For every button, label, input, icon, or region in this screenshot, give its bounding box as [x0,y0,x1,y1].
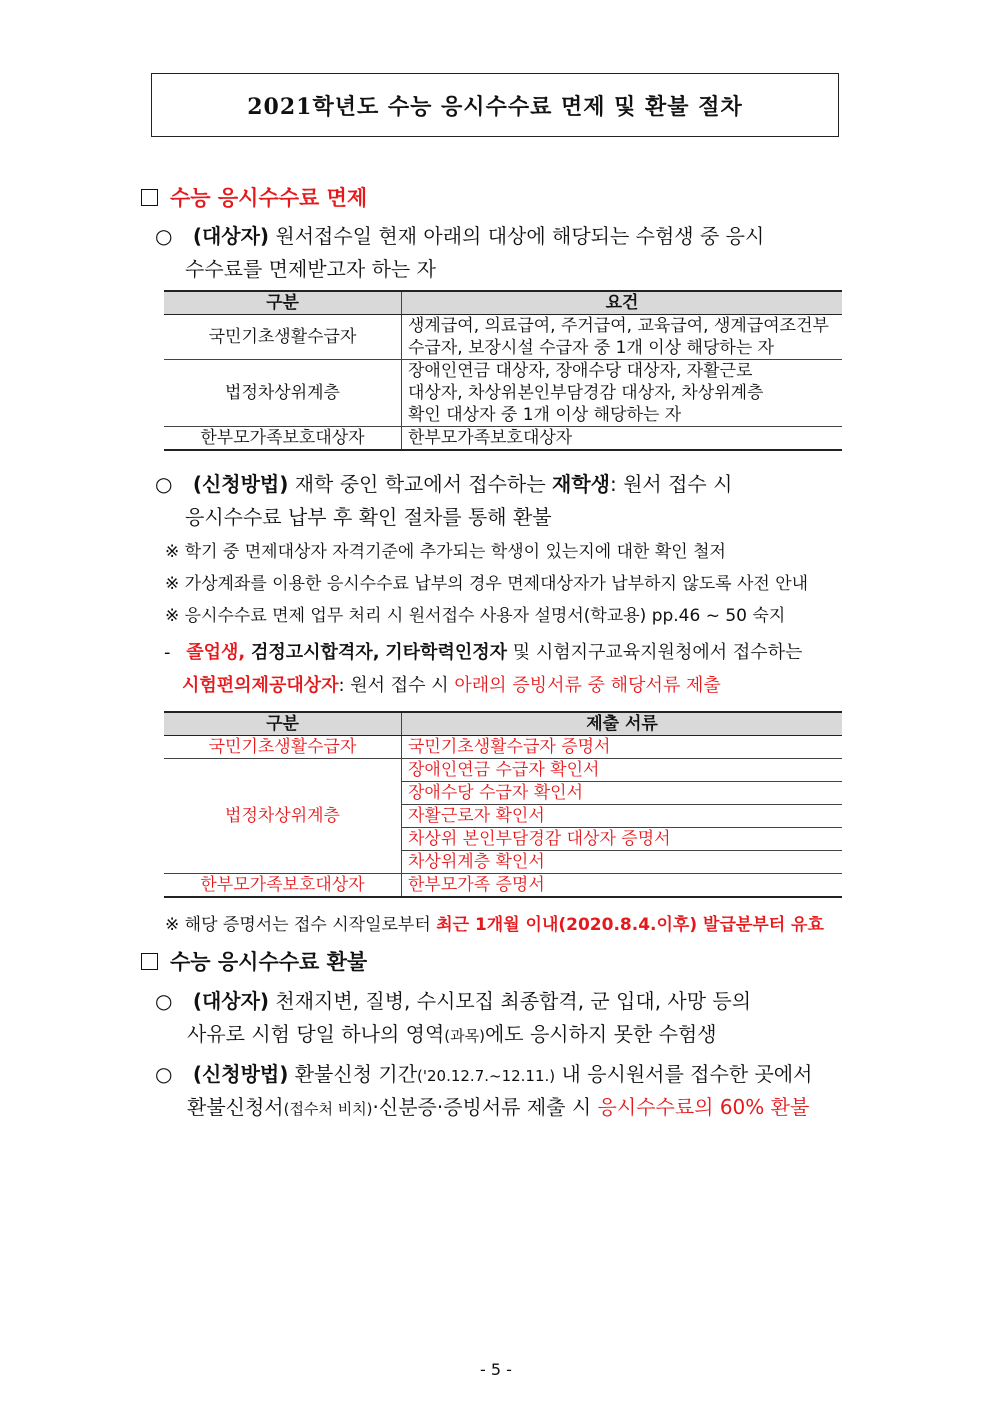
item-text: : 원서 접수 시 [609,472,733,496]
section-refund-heading [141,946,367,976]
item-text: ·신분증·증빙서류 제출 시 [372,1095,592,1119]
exemption-method-line1 [155,468,732,497]
table-row [164,736,842,759]
table-row [164,759,842,782]
item-text-small: ('20.12.7.~12.11.) [417,1067,556,1085]
item-text-small: (접수처 비치) [283,1100,373,1118]
table-cell-category: 법정차상위계층 [164,360,402,427]
table-row [164,360,842,427]
applicant-types-line2 [182,671,721,697]
bullet: ○ [155,472,173,496]
refund-method-line1 [155,1058,812,1087]
table-cell-category: 국민기초생활수급자 [164,736,402,759]
section-exemption-heading [141,182,367,212]
section-title: 수능 응시수수료 면제 [170,186,368,210]
table-cell-document: 장애인연금 수급자 확인서 [402,759,843,782]
table-header-documents: 제출 서류 [402,712,843,736]
bullet: ○ [155,224,173,248]
table-header-category: 구분 [164,712,402,736]
table-cell-requirement [402,315,843,360]
exemption-method-line2: 응시수수료 납부 후 확인 절차를 통해 환불 [185,505,552,529]
table-cell-document: 한부모가족 증명서 [402,874,843,898]
table-cell-category: 법정차상위계층 [164,759,402,874]
exemption-target-line2: 수수료를 면제받고자 하는 자 [185,257,436,281]
table-cell-requirement [402,360,843,427]
note-line: ※ 응시수수료 면제 업무 처리 시 원서접수 사용자 설명서(학교용) pp.46 ~ 50 숙지 [165,606,786,626]
item-label: (신청방법) [192,472,289,496]
item-label: (신청방법) [192,1062,289,1086]
documents-table [164,711,842,898]
item-text: 환불신청서 [187,1095,284,1119]
table-cell-document: 국민기초생활수급자 증명서 [402,736,843,759]
item-text-highlight: 응시수수료의 60% 환불 [597,1095,810,1119]
requirement-line: 수급자, 보장시설 수급자 중 1개 이상 해당하는 자 [408,338,775,358]
table-header-category: 구분 [164,291,402,315]
table-cell-category: 국민기초생활수급자 [164,315,402,360]
text-other: 기타학력인정자 [385,642,507,663]
note-highlight: 최근 1개월 이내(2020.8.4.이후) 발급분부터 유효 [436,915,824,935]
text-after: : 원서 접수 시 [338,675,449,696]
refund-target-line2 [187,1018,717,1047]
checkbox-square-icon [141,189,158,206]
bullet: ○ [155,1062,173,1086]
table-header-requirement: 요건 [402,291,843,315]
item-text: 재학 중인 학교에서 접수하는 [294,472,546,496]
table-cell-category: 한부모가족보호대상자 [164,427,402,451]
dash-mark: - [164,642,171,663]
item-text-bold: 재학생 [552,472,610,496]
applicant-types-line1 [164,638,802,664]
bullet: ○ [155,989,173,1013]
requirement-line: 한부모가족보호대상자 [408,428,573,448]
requirement-line: 확인 대상자 중 1개 이상 해당하는 자 [408,405,682,425]
requirement-line: 대상자, 차상위본인부담경감 대상자, 차상위계층 [408,383,764,403]
checkbox-square-icon [141,953,158,970]
item-label: (대상자) [192,989,270,1013]
section-title: 수능 응시수수료 환불 [170,950,368,974]
table-cell-document: 차상위 본인부담경감 대상자 증명서 [402,828,843,851]
table-cell-document: 차상위계층 확인서 [402,851,843,874]
text-mid: 및 시험지구교육지원청에서 접수하는 [512,642,803,663]
page-title: 2021학년도 수능 응시수수료 면제 및 환불 절차 [151,73,839,137]
text-graduates: 졸업생, [186,642,246,663]
text-red-tail: 아래의 증빙서류 중 해당서류 제출 [454,675,721,696]
item-text-small: (과목) [444,1027,485,1045]
exemption-requirements-table [164,290,842,451]
note-prefix: ※ 해당 증명서는 접수 시작일로부터 [165,915,431,935]
item-text: 내 응시원서를 접수한 곳에서 [561,1062,813,1086]
item-text: 사유로 시험 당일 하나의 영역 [187,1022,445,1046]
table-row [164,315,842,360]
refund-method-line2 [187,1091,809,1120]
text-accommodation: 시험편의제공대상자 [182,675,339,696]
table-row [164,874,842,898]
requirement-line: 장애인연금 대상자, 장애수당 대상자, 자활근로 [408,361,753,381]
requirement-line: 생계급여, 의료급여, 주거급여, 교육급여, 생계급여조건부 [408,316,829,336]
table-cell-category: 한부모가족보호대상자 [164,874,402,898]
certificate-validity-note [165,910,824,935]
table-cell-requirement [402,427,843,451]
note-line: ※ 학기 중 면제대상자 자격기준에 추가되는 학생이 있는지에 대한 확인 철저 [165,542,726,562]
table-cell-document: 장애수당 수급자 확인서 [402,782,843,805]
exemption-target-line1 [155,220,764,249]
table-row [164,427,842,451]
text-ged: 검정고시합격자, [250,642,380,663]
item-text: 환불신청 기간 [294,1062,418,1086]
refund-target-line1 [155,985,751,1014]
note-line: ※ 가상계좌를 이용한 응시수수료 납부의 경우 면제대상자가 납부하지 않도록 사전 안내 [165,574,809,594]
item-text: 에도 응시하지 못한 수험생 [484,1022,717,1046]
item-label: (대상자) [192,224,270,248]
item-text: 원서접수일 현재 아래의 대상에 해당되는 수험생 중 응시 [275,224,765,248]
page-number: - 5 - [480,1360,512,1379]
table-cell-document: 자활근로자 확인서 [402,805,843,828]
item-text: 천재지변, 질병, 수시모집 최종합격, 군 입대, 사망 등의 [275,989,752,1013]
